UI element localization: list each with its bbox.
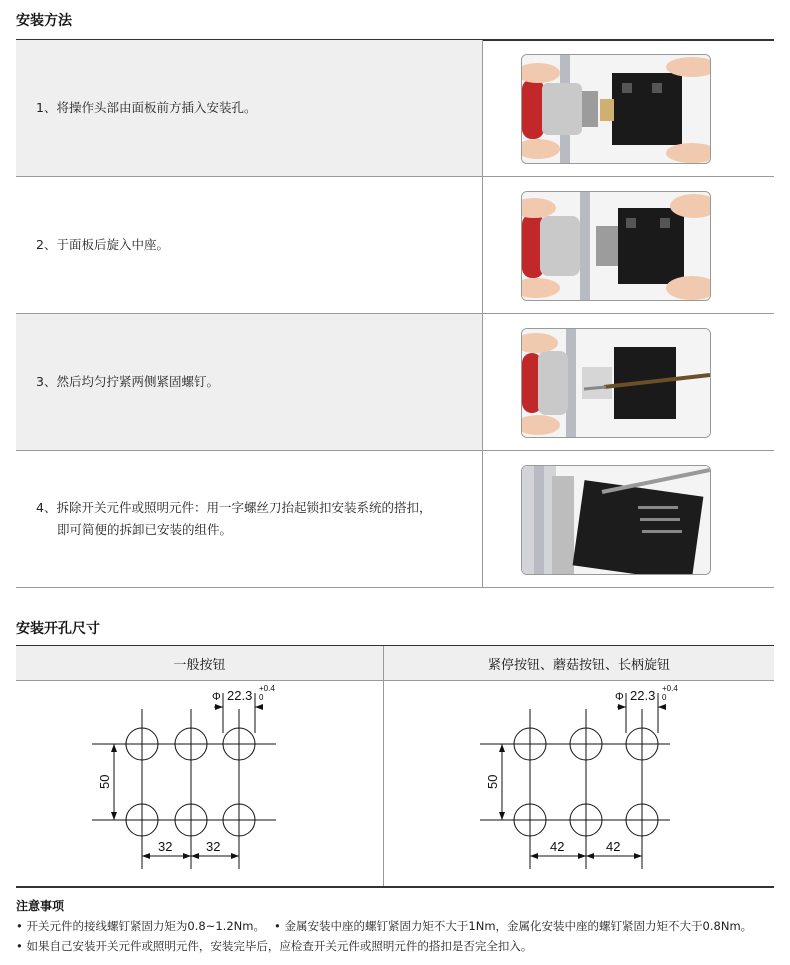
notes-title: 注意事项 [16, 899, 65, 913]
install-section-title: 安装方法 [16, 13, 72, 29]
step-3-photo [521, 328, 711, 438]
note-item-2: • 金属安装中座的螺钉紧固力矩不大于1Nm，金属化安装中座的螺钉紧固力矩不大于0.8Nm。 [274, 919, 753, 933]
install-step-1 [16, 40, 774, 177]
dim-vertical-pitch: 50 [97, 774, 112, 789]
step-4-text-line-1: 4、拆除开关元件或照明元件：用一字螺丝刀抬起锁扣安装系统的搭扣， [36, 500, 432, 515]
install-steps-table [16, 40, 774, 588]
dim-tolerance-lower: 0 [662, 693, 667, 702]
cutout-dimension-table [16, 646, 774, 888]
dim-vertical-pitch: 50 [485, 774, 500, 789]
step-3-text: 3、然后均匀拧紧两侧紧固螺钉。 [36, 374, 219, 389]
note-item-3: • 如果自己安装开关元件或照明元件，安装完毕后，应检查开关元件或照明元件的搭扣是否完全扣入。 [16, 939, 533, 953]
step-1-photo [521, 54, 711, 164]
cutout-section-title: 安装开孔尺寸 [16, 621, 100, 637]
dim-h-pitch-2: 42 [606, 839, 621, 854]
dim-tolerance-upper: +0.4 [259, 684, 275, 693]
note-item-1: • 开关元件的接线螺钉紧固力矩为0.8~1.2Nm。 [16, 919, 265, 933]
cutout-header-emergency: 紧停按钮、蘑菇按钮、长柄旋钮 [384, 646, 774, 680]
step-4-text-line-2: 即可简便的拆卸已安装的组件。 [57, 522, 233, 537]
dim-h-pitch-1: 32 [158, 839, 173, 854]
install-step-4 [16, 451, 774, 588]
step-4-photo [521, 465, 711, 575]
dim-tolerance-lower: 0 [259, 693, 264, 702]
step-2-text: 2、于面板后旋入中座。 [36, 237, 169, 252]
dim-diameter: 22.3 [227, 688, 253, 703]
step-1-text: 1、将操作头部由面板前方插入安装孔。 [36, 100, 257, 115]
dim-tolerance-upper: +0.4 [662, 684, 678, 693]
dim-diameter-symbol: Φ [212, 691, 221, 703]
install-step-2 [16, 177, 774, 314]
step-2-photo [521, 191, 711, 301]
cutout-header-standard: 一般按钮 [16, 646, 383, 680]
install-step-3 [16, 314, 774, 451]
cutout-diagram-emergency [384, 681, 774, 890]
dim-diameter: 22.3 [630, 688, 656, 703]
cutout-diagram-standard [16, 681, 383, 890]
dim-diameter-symbol: Φ [615, 691, 624, 703]
dim-h-pitch-1: 42 [550, 839, 565, 854]
dim-h-pitch-2: 32 [206, 839, 221, 854]
